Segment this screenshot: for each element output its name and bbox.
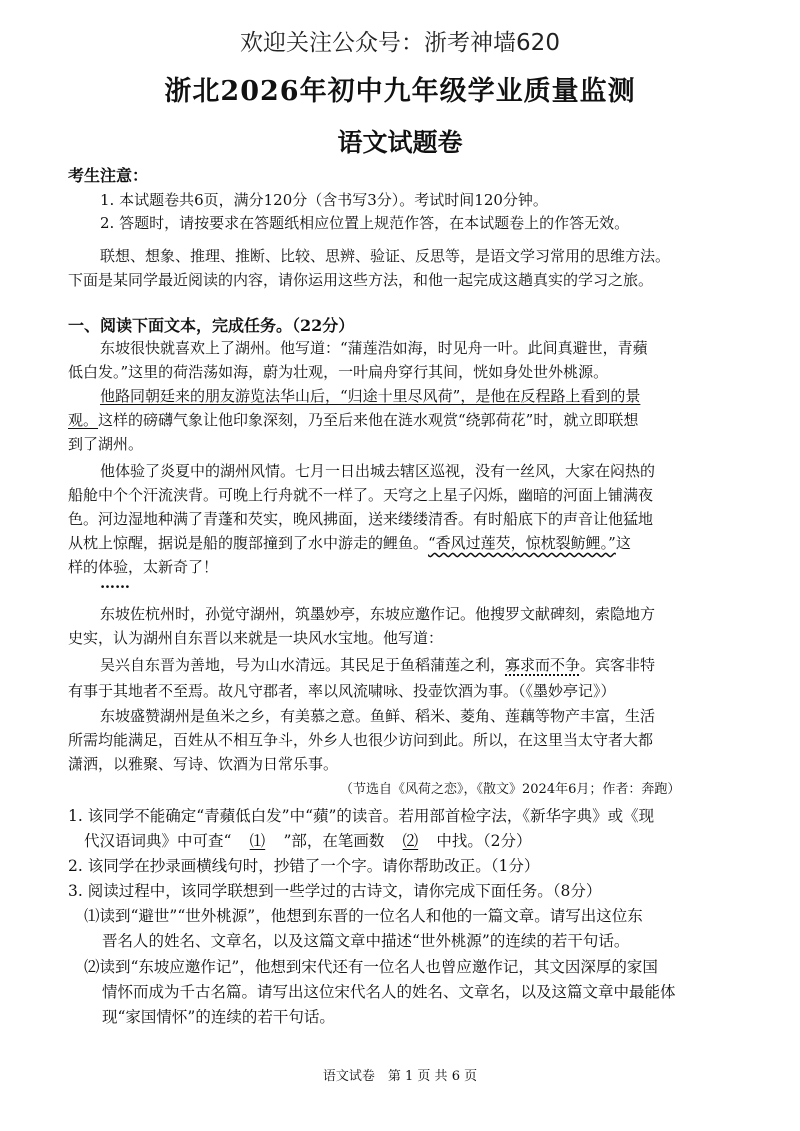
question-3-2: 情怀而成为千古名篇。请写出这位宋代名人的姓名、文章名，以及这篇文章中最能体 xyxy=(102,983,676,1001)
passage-line xyxy=(68,534,631,552)
quote-text: 吴兴自东晋为善地，号为山水清远。其民足于鱼稻蒲莲之利， xyxy=(100,656,506,674)
notice-heading: 考生注意： xyxy=(68,166,149,185)
classical-quote-line xyxy=(100,656,655,674)
question-2: 2. 该同学在抄录画横线句时，抄错了一个字。请你帮助改正。（1分） xyxy=(68,857,540,875)
passage-text: 这样的磅礴气象让他印象深刻，乃至后来他在涟水观赏“绕郭荷花”时，就立即联想 xyxy=(98,411,639,429)
passage-line: 到了湖州。 xyxy=(68,435,144,453)
passage-line: 史实，认为湖州自东晋以来就是一块风水宝地。他写道： xyxy=(68,629,444,647)
passage-text: 这 xyxy=(615,534,631,552)
passage-line xyxy=(68,411,638,429)
question-text: 中找。（2分） xyxy=(436,832,532,850)
passage-line: 他体验了炎夏中的湖州风情。七月一日出城去辖区巡视，没有一丝风，大家在闷热的 xyxy=(100,462,656,480)
passage-text: 从枕上惊醒，据说是船的腹部撞到了水中游走的鲤鱼。 xyxy=(68,534,429,552)
exam-title: 浙北2026年初中九年级学业质量监测 xyxy=(164,76,636,107)
wavy-underlined-quote: “香风过莲芡，惊枕裂鲂鲤。” xyxy=(428,534,616,552)
passage-line: 所需均能满足，百姓从不相互争斗，外乡人也很少访问到此。所以，在这里当太守者大都 xyxy=(68,731,654,749)
underlined-sentence: 他路同朝廷来的朋友游览法华山后， xyxy=(100,387,341,405)
question-1: 1. 该同学不能确定“青蘋低白发”中“蘋”的读音。若用部首检字法，《新华字典》或《现 xyxy=(68,807,655,825)
underlined-sentence: ，是他在反程路上看到的景 xyxy=(460,387,641,405)
question-text: ”部，在笔画数 xyxy=(283,832,385,850)
passage-line: 潇洒，以雅聚、写诗、饮酒为日常乐事。 xyxy=(68,755,339,773)
ellipsis: …… xyxy=(100,574,130,592)
notice-item: 1. 本试题卷共6页，满分120分（含书写3分）。考试时间120分钟。 xyxy=(100,191,548,209)
answer-blank-2: ⑵ xyxy=(402,832,419,850)
passage-line: 东坡盛赞湖州是鱼米之乡，有美慕之意。鱼鲜、稻米、菱角、莲藕等物产丰富，生活 xyxy=(100,707,656,725)
question-3-1: 晋名人的姓名、文章名，以及这篇文章中描述“世外桃源”的连续的若干句话。 xyxy=(102,932,630,950)
passage-line: 低白发。”这里的荷浩荡如海，蔚为壮观，一叶扁舟穿行其间，恍如身处世外桃源。 xyxy=(68,363,609,381)
question-3-1: ⑴读到“避世”“世外桃源”，他想到东晋的一位名人和他的一篇文章。请写出这位东 xyxy=(84,907,643,925)
exam-subtitle: 语文试题卷 xyxy=(337,128,463,157)
question-3-2: ⑵读到“东坡应邀作记”，他想到宋代还有一位名人也曾应邀作记，其文因深厚的家国 xyxy=(84,958,658,976)
passage-source: （节选自《风荷之恋》，《散文》2024年6月；作者：奔跑） xyxy=(340,782,681,797)
page-footer: 语文试卷 第 1 页 共 6 页 xyxy=(322,1069,478,1084)
passage-line: 东坡佐杭州时，孙觉守湖州，筑墨妙亭，东坡应邀作记。他搜罗文献碑刻，索隐地方 xyxy=(100,605,656,623)
answer-blank-1: ⑴ xyxy=(249,832,266,850)
intro-line: 下面是某同学最近阅读的内容，请你运用这些方法，和他一起完成这趟真实的学习之旅。 xyxy=(68,271,654,289)
classical-quote-line: 有事于其地者不至焉。故凡守郡者，率以风流啸咏、投壶饮酒为事。（《墨妙亭记》） xyxy=(68,682,616,700)
question-text: 代汉语词典》中可查“ xyxy=(84,832,232,850)
passage-line: 东坡很快就喜欢上了湖州。他写道：“蒲莲浩如海，时见舟一叶。此间真避世，青蘋 xyxy=(100,339,648,357)
section-heading: 一、阅读下面文本，完成任务。（22分） xyxy=(68,316,355,335)
underlined-quote: “归途十里尽风荷” xyxy=(340,387,461,405)
question-3-2: 现“家国情怀”的连续的若干句话。 xyxy=(102,1008,335,1026)
passage-line: 船舱中个个汗流浃背。可晚上行舟就不一样了。天穹之上星子闪烁，幽暗的河面上铺满夜 xyxy=(68,486,654,504)
intro-line: 联想、想象、推理、推断、比较、思辨、验证、反思等，是语文学习常用的思维方法。 xyxy=(100,247,671,265)
dotted-phrase: 寡求而不争 xyxy=(505,656,581,674)
passage-line: 样的体验，太新奇了！ xyxy=(68,558,219,576)
notice-item: 2. 答题时，请按要求在答题纸相应位置上规范作答，在本试题卷上的作答无效。 xyxy=(100,214,630,232)
question-1-blanks xyxy=(84,832,532,851)
passage-line xyxy=(100,387,640,405)
header-banner: 欢迎关注公众号：浙考神墙620 xyxy=(240,30,560,56)
quote-text: 。宾客非特 xyxy=(580,656,656,674)
underlined-sentence: 观。 xyxy=(68,411,99,429)
passage-line: 色。河边湿地种满了青蓬和芡实，晚风拂面，送来缕缕清香。有时船底下的声音让他猛地 xyxy=(68,510,654,528)
question-3: 3. 阅读过程中，该同学联想到一些学过的古诗文，请你完成下面任务。（8分） xyxy=(68,882,602,900)
